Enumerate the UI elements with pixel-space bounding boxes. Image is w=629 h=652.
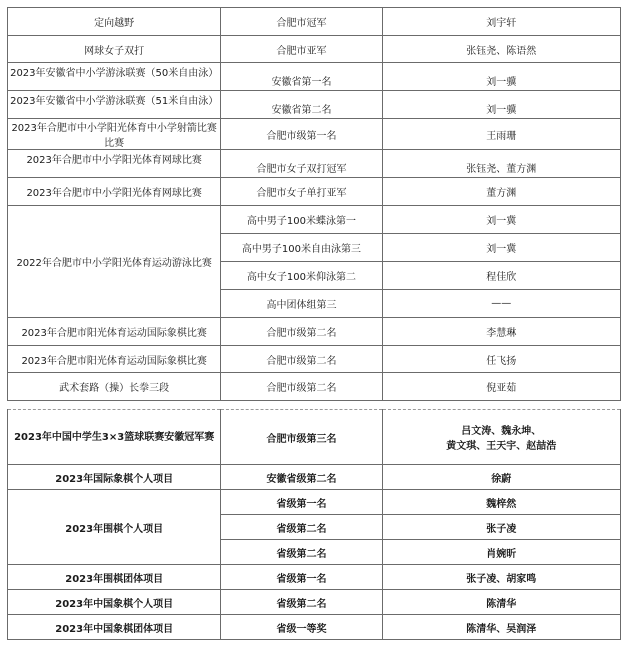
name-line: 黄文琪、王天宇、赵喆浩 <box>446 441 557 452</box>
name-cell: 陈清华、吴润泽 <box>382 615 620 640</box>
name-cell: 张子凌、胡家鸣 <box>382 565 620 590</box>
event-cell: 2023年合肥市中小学阳光体育网球比赛 <box>8 178 221 206</box>
awards-table-1 <box>7 7 621 401</box>
event-cell: 武术套路（操）长拳三段 <box>8 373 221 401</box>
result-cell: 省级第二名 <box>221 515 382 540</box>
table-row <box>8 590 621 615</box>
event-cell: 网球女子双打 <box>8 36 221 63</box>
table-row <box>8 36 621 63</box>
result-cell <box>221 150 382 178</box>
table-row <box>8 318 621 346</box>
event-cell: 定向越野 <box>8 8 221 36</box>
name-cell: 程佳欣 <box>382 262 620 290</box>
result-cell: 省级第二名 <box>221 540 382 565</box>
result-cell: 合肥市级第一名 <box>221 119 382 150</box>
name-cell <box>382 410 620 465</box>
result-text: 合肥市女子双打冠军 <box>256 164 347 175</box>
result-cell <box>221 63 382 91</box>
event-cell <box>8 150 221 178</box>
result-cell: 合肥市级第二名 <box>221 346 382 373</box>
name-text: 刘一骥 <box>486 105 517 116</box>
event-cell: 2023年中国象棋团体项目 <box>8 615 221 640</box>
table-row <box>8 63 621 91</box>
result-cell: 合肥市级第三名 <box>221 410 382 465</box>
name-cell <box>382 150 620 178</box>
name-text: 张钰尧、董方渊 <box>466 164 537 175</box>
result-cell: 合肥市级第二名 <box>221 318 382 346</box>
name-cell: 张子凌 <box>382 515 620 540</box>
name-cell <box>382 63 620 91</box>
result-cell: 省级第二名 <box>221 590 382 615</box>
result-cell: 省级一等奖 <box>221 615 382 640</box>
table-row <box>8 119 621 150</box>
event-cell <box>8 63 221 91</box>
event-text: 2023年安徽省中小学游泳联赛（50米自由泳） <box>10 68 219 79</box>
name-cell: 王雨珊 <box>382 119 620 150</box>
event-cell-merged: 2023年围棋个人项目 <box>8 490 221 565</box>
table-row <box>8 373 621 401</box>
name-cell: 董方渊 <box>382 178 620 206</box>
name-cell: —— <box>382 290 620 318</box>
event-cell: 2023年中国象棋个人项目 <box>8 590 221 615</box>
event-cell: 2023年合肥市阳光体育运动国际象棋比赛 <box>8 318 221 346</box>
name-cell: 任飞扬 <box>382 346 620 373</box>
result-cell: 安徽省级第二名 <box>221 465 382 490</box>
name-cell: 倪亚茹 <box>382 373 620 401</box>
name-cell <box>382 91 620 119</box>
name-line: 吕文涛、魏永坤、 <box>461 426 542 437</box>
result-text: 安徽省第二名 <box>271 105 332 116</box>
table-row <box>8 150 621 178</box>
result-cell: 合肥市冠军 <box>221 8 382 36</box>
event-cell: 2023年合肥市阳光体育运动国际象棋比赛 <box>8 346 221 373</box>
table-row <box>8 615 621 640</box>
name-cell: 肖婉昕 <box>382 540 620 565</box>
table-row <box>8 346 621 373</box>
name-cell: 徐蔚 <box>382 465 620 490</box>
name-cell: 李慧琳 <box>382 318 620 346</box>
table-row <box>8 465 621 490</box>
table-row <box>8 206 621 234</box>
result-cell: 合肥市级第二名 <box>221 373 382 401</box>
name-cell: 张钰尧、陈语然 <box>382 36 620 63</box>
result-cell: 合肥市亚军 <box>221 36 382 63</box>
result-cell: 高中男子100米蝶泳第一 <box>221 206 382 234</box>
name-cell: 刘一冀 <box>382 206 620 234</box>
event-cell: 2023年围棋团体项目 <box>8 565 221 590</box>
event-cell: 2023年合肥市中小学阳光体育中小学射箭比赛比赛 <box>8 119 221 150</box>
result-cell: 省级第一名 <box>221 490 382 515</box>
result-cell: 高中女子100米仰泳第二 <box>221 262 382 290</box>
table-row <box>8 8 621 36</box>
table-row <box>8 178 621 206</box>
event-text: 2023年安徽省中小学游泳联赛（51米自由泳） <box>10 96 219 107</box>
table-row <box>8 565 621 590</box>
result-text: 安徽省第一名 <box>271 77 332 88</box>
event-cell <box>8 91 221 119</box>
result-cell: 高中男子100米自由泳第三 <box>221 234 382 262</box>
name-text: 刘一骥 <box>486 77 517 88</box>
event-text: 2023年合肥市中小学阳光体育网球比赛 <box>26 155 202 166</box>
result-cell: 合肥市女子单打亚军 <box>221 178 382 206</box>
result-cell: 省级第一名 <box>221 565 382 590</box>
name-cell: 魏梓然 <box>382 490 620 515</box>
result-cell: 高中团体组第三 <box>221 290 382 318</box>
awards-table-2 <box>7 409 621 640</box>
table-row <box>8 410 621 465</box>
result-cell <box>221 91 382 119</box>
event-cell-merged: 2022年合肥市中小学阳光体育运动游泳比赛 <box>8 206 221 318</box>
event-cell: 2023年国际象棋个人项目 <box>8 465 221 490</box>
event-cell: 2023年中国中学生3×3篮球联赛安徽冠军赛 <box>8 410 221 465</box>
name-cell: 陈清华 <box>382 590 620 615</box>
table-row <box>8 490 621 515</box>
name-cell: 刘宇轩 <box>382 8 620 36</box>
name-cell: 刘一冀 <box>382 234 620 262</box>
table-row <box>8 91 621 119</box>
